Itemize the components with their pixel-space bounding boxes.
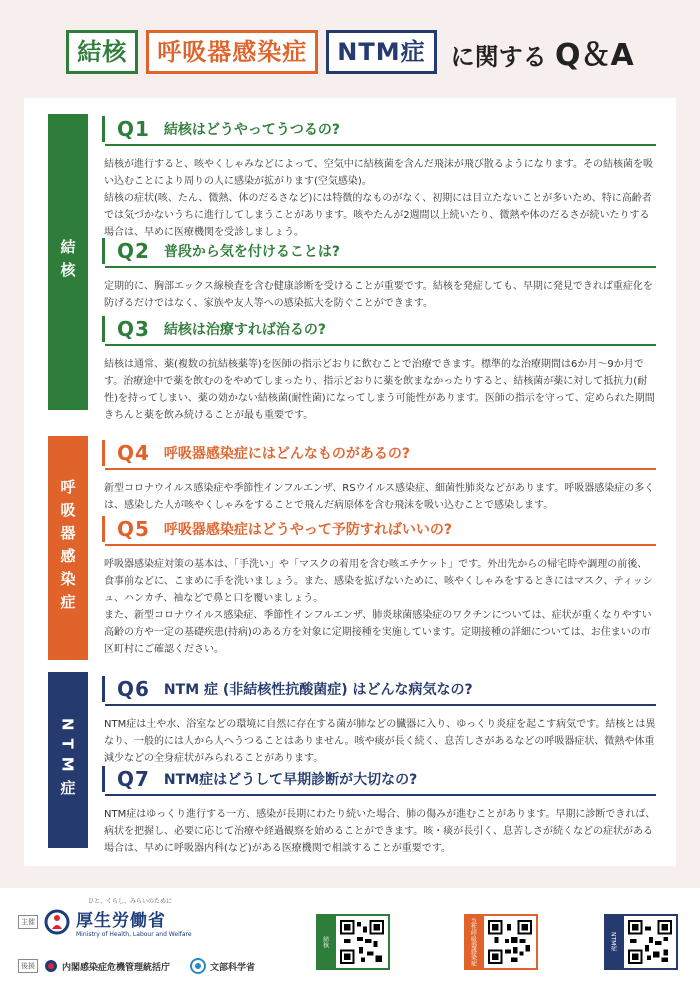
qr-code-icon[interactable] (622, 914, 678, 970)
qr-label-text: NTM症 (609, 932, 617, 952)
answer-paragraph: 新型コロナウイルス感染症や季節性インフルエンザ、RSウイルス感染症、細菌性肺炎などがあります。呼吸器感染症の多くは、感染した人が咳やくしゃみをすることで飛んだ病原体を含む飛沫を吸い込むことで感染します。 (104, 483, 655, 511)
question-header (102, 316, 656, 342)
question-text: NTM 症 (非結核性抗酸菌症) はどんな病気なの? (163, 682, 473, 698)
qr-label-text: 結核 (321, 936, 329, 948)
support-label: 後援 (18, 959, 38, 973)
section-label-respiratory (48, 436, 88, 660)
qr-ntm[interactable] (604, 914, 678, 970)
answer-text (102, 806, 656, 857)
question-header (102, 238, 656, 264)
title-qa: Q＆A (554, 38, 634, 73)
question-text: 普段から気を付けることは? (163, 244, 341, 260)
support-orgs (18, 958, 255, 974)
question-number: Q4 (117, 441, 150, 465)
section-label-tb-text: 結核 (58, 239, 77, 285)
title-suffix (451, 30, 634, 74)
host-label: 主催 (18, 915, 38, 929)
question-text: 呼吸器感染症にはどんなものがあるの? (163, 446, 411, 462)
answer-text (102, 480, 656, 514)
answer-text (102, 278, 656, 312)
mhlw-tagline: ひと、くらし、みらいのために (88, 898, 173, 905)
qr-code-icon[interactable] (482, 914, 538, 970)
question-header (102, 516, 656, 542)
answer-paragraph: 結核は通常、薬(複数の抗結核薬等)を医師の指示どおりに飲むことで治療できます。標準的な治療期間は6か月〜9か月です。治療途中で薬を飲むのをやめてしまったり、指示どおりに薬を飲まなかったりすると、結核菌が薬に対して抵抗力(耐性)を持ってしまい、薬の効かない結核菌(耐性菌)になってしまう可能性があります。医師の指示を守って、定められた期間きちんと薬を飲み続けることが最も重要です。 (104, 359, 655, 421)
qr-respiratory[interactable] (464, 914, 538, 970)
mhlw-name: 厚生労働省 (76, 911, 166, 931)
mhlw-english-name: Ministry of Health, Labour and Welfare (76, 931, 192, 938)
host-org (18, 906, 192, 938)
answer-text (102, 556, 656, 658)
question-header (102, 766, 656, 792)
qr-label-text: 急性呼吸器感染症 (469, 918, 477, 966)
mhlw-text (76, 906, 192, 938)
question-number: Q3 (117, 317, 150, 341)
question-number: Q7 (117, 767, 150, 791)
title-tb-box: 結核 (66, 30, 138, 74)
qr-label-tb (316, 914, 334, 970)
question-number: Q1 (117, 117, 150, 141)
mext-name: 文部科学省 (210, 962, 256, 973)
title-respiratory-box: 呼吸器感染症 (146, 30, 318, 74)
title-ntm-box: NTM症 (326, 30, 436, 74)
qr-label-respiratory (464, 914, 482, 970)
question-text: 結核はどうやってうつるの? (163, 122, 341, 138)
qa-item-q6 (102, 676, 656, 767)
question-header (102, 676, 656, 702)
question-header (102, 440, 656, 466)
answer-text (102, 156, 656, 241)
qa-card (24, 98, 676, 866)
question-number: Q6 (117, 677, 150, 701)
answer-text (102, 356, 656, 424)
question-header (102, 116, 656, 142)
qa-item-q3 (102, 316, 656, 424)
question-text: NTM症はどうして早期診断が大切なの? (163, 772, 418, 788)
qa-item-q2 (102, 238, 656, 312)
qr-label-ntm (604, 914, 622, 970)
section-label-ntm (48, 672, 88, 848)
answer-paragraph: NTM症は土や水、浴室などの環境に自然に存在する菌が肺などの臓器に入り、ゆっくり炎症を起こす病気です。結核とは異なり、一般的には人から人へうつることはありません。咳や痰が長く続く、息苦しさがあるなどの呼吸器症状、微熱や体重減少などの全身症状がみられることがあります。 (104, 719, 656, 764)
qr-code-icon[interactable] (334, 914, 390, 970)
qa-item-q1 (102, 116, 656, 241)
section-label-respiratory-text: 呼吸器感染症 (58, 479, 77, 617)
section-label-tb (48, 114, 88, 410)
qa-item-q4 (102, 440, 656, 514)
qa-item-q7 (102, 766, 656, 857)
question-text: 結核は治療すれば治るの? (163, 322, 327, 338)
section-label-ntm-text: NTM症 (58, 717, 77, 803)
cabinet-logo-icon (44, 959, 58, 973)
cabinet-name: 内閣感染症危機管理統括庁 (62, 962, 171, 973)
question-text: 呼吸器感染症はどうやって予防すればいいの? (163, 522, 453, 538)
page-title (0, 28, 700, 76)
question-number: Q2 (117, 239, 150, 263)
answer-paragraph: 結核が進行すると、咳やくしゃみなどによって、空気中に結核菌を含んだ飛沫が飛び散るようになります。その結核菌を吸い込むことにより周りの人に感染が拡がります(空気感染)。 (104, 159, 653, 187)
question-number: Q5 (117, 517, 150, 541)
title-suffix-text: に関する (450, 43, 547, 71)
qa-item-q5 (102, 516, 656, 658)
mhlw-logo-icon (44, 909, 70, 935)
answer-paragraph: 定期的に、胸部エックス線検査を含む健康診断を受けることが重要です。結核を発症しても、早期に発見できれば重症化を防げるだけではなく、家族や友人等への感染拡大を防ぐことができます。 (104, 281, 653, 309)
answer-paragraph: 呼吸器感染症対策の基本は、「手洗い」や「マスクの着用を含む咳エチケット」です。外出先からの帰宅時や調理の前後、食事前などに、こまめに手を洗いましょう。また、感染を拡げないために、咳やくしゃみをするときにはマスク、ティッシュ、ハンカチ、袖などで鼻と口を覆いましょう。 (104, 559, 653, 604)
answer-paragraph: 結核の症状(咳、たん、微熱、体のだるさなど)には特徴的なものがなく、初期には目立たないことが多いため、特に高齢者では気づかないうちに進行してしまうことがあります。咳やたんが2週間以上続いたり、微熱や体のだるさが続いたりする場合は、早めに医療機関を受診しましょう。 (104, 193, 652, 238)
answer-paragraph: また、新型コロナウイルス感染症、季節性インフルエンザ、肺炎球菌感染症のワクチンについては、症状が重くなりやすい高齢の方や一定の基礎疾患(持病)のある方を対象に定期接種を実施しています。定期接種の詳細については、お住まいの市区町村にご確認ください。 (104, 610, 652, 655)
answer-paragraph: NTM症はゆっくり進行する一方、感染が長期にわたり続いた場合、肺の傷みが進むことがあります。早期に診断できれば、病状を把握し、必要に応じて治療や経過観察を始めることができます。咳・痰が長引く、息苦しさが続くなどの症状がある場合は、早めに呼吸器内科(など)がある医療機関で相談することが重要です。 (104, 809, 656, 854)
answer-text (102, 716, 656, 767)
qr-tb[interactable] (316, 914, 390, 970)
cabinet-org (44, 959, 170, 973)
mext-org (190, 958, 255, 974)
mext-logo-icon (190, 958, 206, 974)
